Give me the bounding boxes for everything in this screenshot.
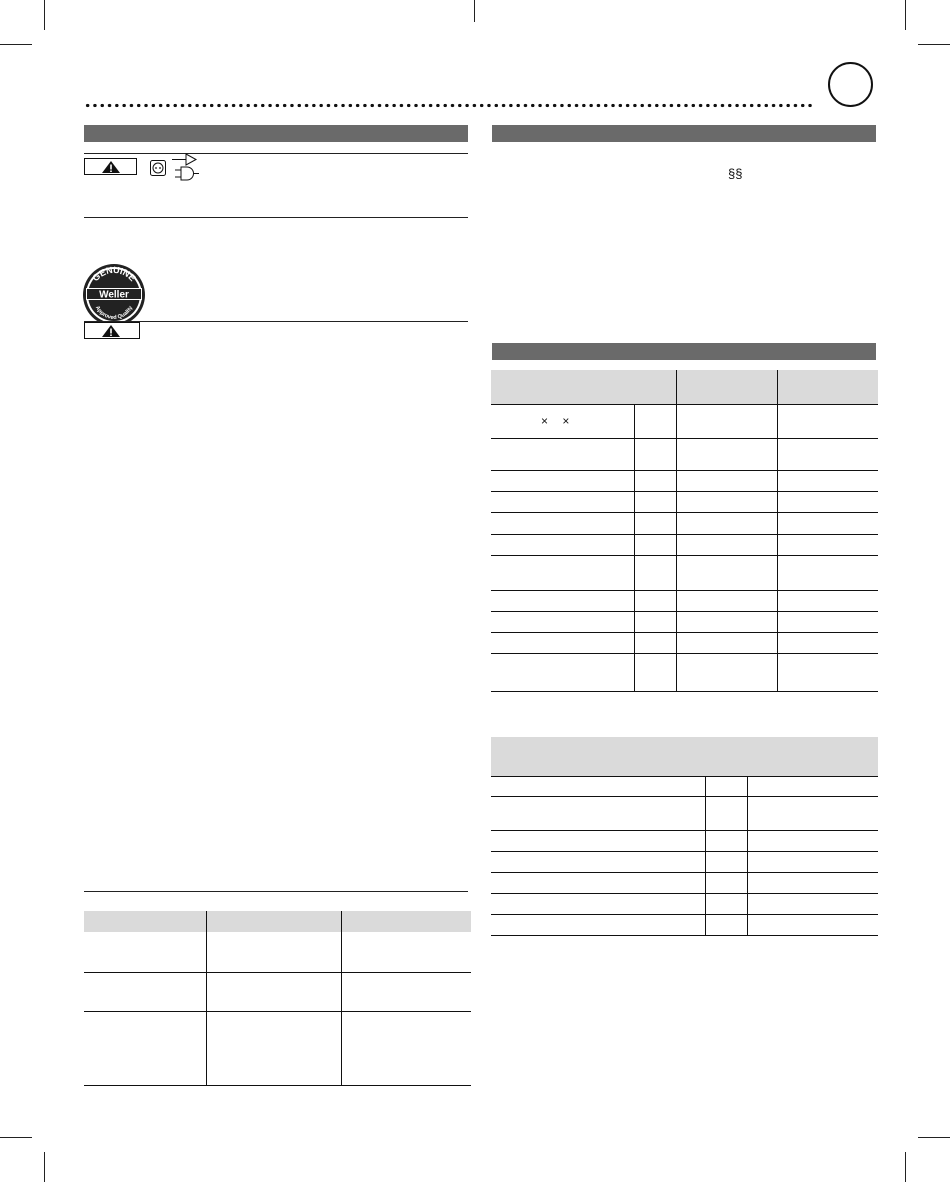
table-cell: [341, 1011, 471, 1085]
table-cell: [676, 404, 777, 438]
table-cell: [206, 972, 341, 1011]
crop-mark-top-right-v: [905, 0, 906, 30]
table-cell: [777, 611, 878, 632]
table-header-cell: [84, 911, 206, 932]
table-cell: [491, 590, 634, 611]
dimension-cell: [491, 404, 634, 438]
section-bar-left-1: [84, 125, 468, 142]
table-cell: [634, 611, 676, 632]
table-header-cell: [676, 370, 777, 404]
table-header-cell: [491, 370, 676, 404]
table-cell: [491, 893, 705, 914]
table-cell: [747, 796, 878, 830]
table-cell: [491, 611, 634, 632]
table-cell: [676, 470, 777, 491]
weller-genuine-logo: [82, 263, 146, 327]
table-cell: [676, 611, 777, 632]
table-cell: [206, 932, 341, 972]
table-cell: [676, 653, 777, 691]
table-cell: [747, 893, 878, 914]
section-bar-right-1: [492, 125, 876, 142]
language-badge: [828, 62, 873, 107]
section-symbol: §§: [728, 166, 743, 181]
table-cell: [634, 555, 676, 590]
crop-mark-top-left-v: [44, 0, 45, 30]
table-cell: [634, 590, 676, 611]
table-cell: [777, 632, 878, 653]
crop-mark-top-center: [474, 0, 475, 22]
table-cell: [84, 932, 206, 972]
warning-label-1: [84, 158, 137, 175]
table-cell: [491, 632, 634, 653]
table-cell: [676, 534, 777, 555]
table-cell: [491, 512, 634, 534]
table-cell: [676, 590, 777, 611]
table-cell: [705, 872, 747, 893]
svg-text:Approved Quality: Approved Quality: [93, 305, 135, 322]
warning-triangle-icon: [101, 160, 121, 174]
warning-label-2: [84, 322, 140, 339]
crop-mark-bottom-right-h: [918, 1137, 950, 1138]
table-cell: [777, 438, 878, 470]
table-cell: [705, 830, 747, 851]
table-cell: [491, 534, 634, 555]
table-cell: [491, 438, 634, 470]
table-cell: [747, 776, 878, 796]
table-cell: [777, 555, 878, 590]
crop-mark-top-right-h: [918, 44, 950, 45]
crop-mark-top-left-h: [0, 44, 32, 45]
table-cell: [491, 491, 634, 512]
dotted-rule: [84, 103, 812, 108]
multiply-sign: ×: [541, 414, 549, 428]
table-cell: [705, 914, 747, 935]
multiply-sign: ×: [562, 414, 570, 428]
table-cell: [676, 512, 777, 534]
crop-mark-bottom-left-v: [44, 1152, 45, 1182]
table-cell: [634, 632, 676, 653]
table-cell: [634, 534, 676, 555]
table-cell: [777, 404, 878, 438]
rule-left-1: [84, 153, 468, 154]
table-cell: [491, 830, 705, 851]
table-cell: [777, 534, 878, 555]
table-cell: [491, 776, 705, 796]
svg-text:Weller: Weller: [99, 289, 129, 301]
technical-data-table-2: [491, 737, 878, 936]
table-cell: [84, 972, 206, 1011]
table-cell: [747, 851, 878, 872]
technical-data-table: [491, 370, 878, 692]
plug-arrow-icon: [172, 153, 198, 166]
table-cell: [634, 491, 676, 512]
table-header-cell: [341, 911, 471, 932]
table-cell: [634, 653, 676, 691]
table-cell: [705, 893, 747, 914]
troubleshooting-table: [84, 911, 471, 1086]
table-cell: [634, 512, 676, 534]
table-cell: [634, 404, 676, 438]
table-cell: [747, 830, 878, 851]
table-cell: [341, 972, 471, 1011]
table-cell: [705, 796, 747, 830]
table-cell: [747, 872, 878, 893]
table-cell: [747, 914, 878, 935]
table-cell: [777, 590, 878, 611]
warning-triangle-icon: [101, 324, 121, 338]
table-cell: [491, 872, 705, 893]
table-cell: [491, 470, 634, 491]
table-header-cell: [206, 911, 341, 932]
table-cell: [634, 470, 676, 491]
svg-text:GENUINE: GENUINE: [90, 264, 138, 284]
crop-mark-bottom-right-v: [905, 1152, 906, 1182]
table-cell: [676, 438, 777, 470]
table-cell: [341, 932, 471, 972]
table-cell: [84, 1011, 206, 1085]
table-cell: [491, 796, 705, 830]
table-cell: [777, 653, 878, 691]
table-cell: [491, 555, 634, 590]
outlet-icon: [150, 160, 166, 176]
table-cell: [676, 632, 777, 653]
table-cell: [777, 512, 878, 534]
table-cell: [491, 653, 634, 691]
plug-prongs-icon: [172, 166, 200, 182]
table-cell: [676, 491, 777, 512]
table-cell: [777, 470, 878, 491]
table-cell: [777, 491, 878, 512]
table-cell: [705, 851, 747, 872]
table-header-cell: [777, 370, 878, 404]
rule-left-2: [84, 217, 468, 218]
rule-left-3: [84, 321, 468, 322]
rule-left-4: [84, 891, 468, 892]
table-header-cell: [491, 737, 878, 776]
table-cell: [491, 914, 705, 935]
crop-mark-bottom-left-h: [0, 1137, 32, 1138]
table-cell: [634, 438, 676, 470]
table-cell: [705, 776, 747, 796]
section-bar-right-2: [492, 343, 876, 360]
table-cell: [206, 1011, 341, 1085]
table-cell: [676, 555, 777, 590]
table-cell: [491, 851, 705, 872]
